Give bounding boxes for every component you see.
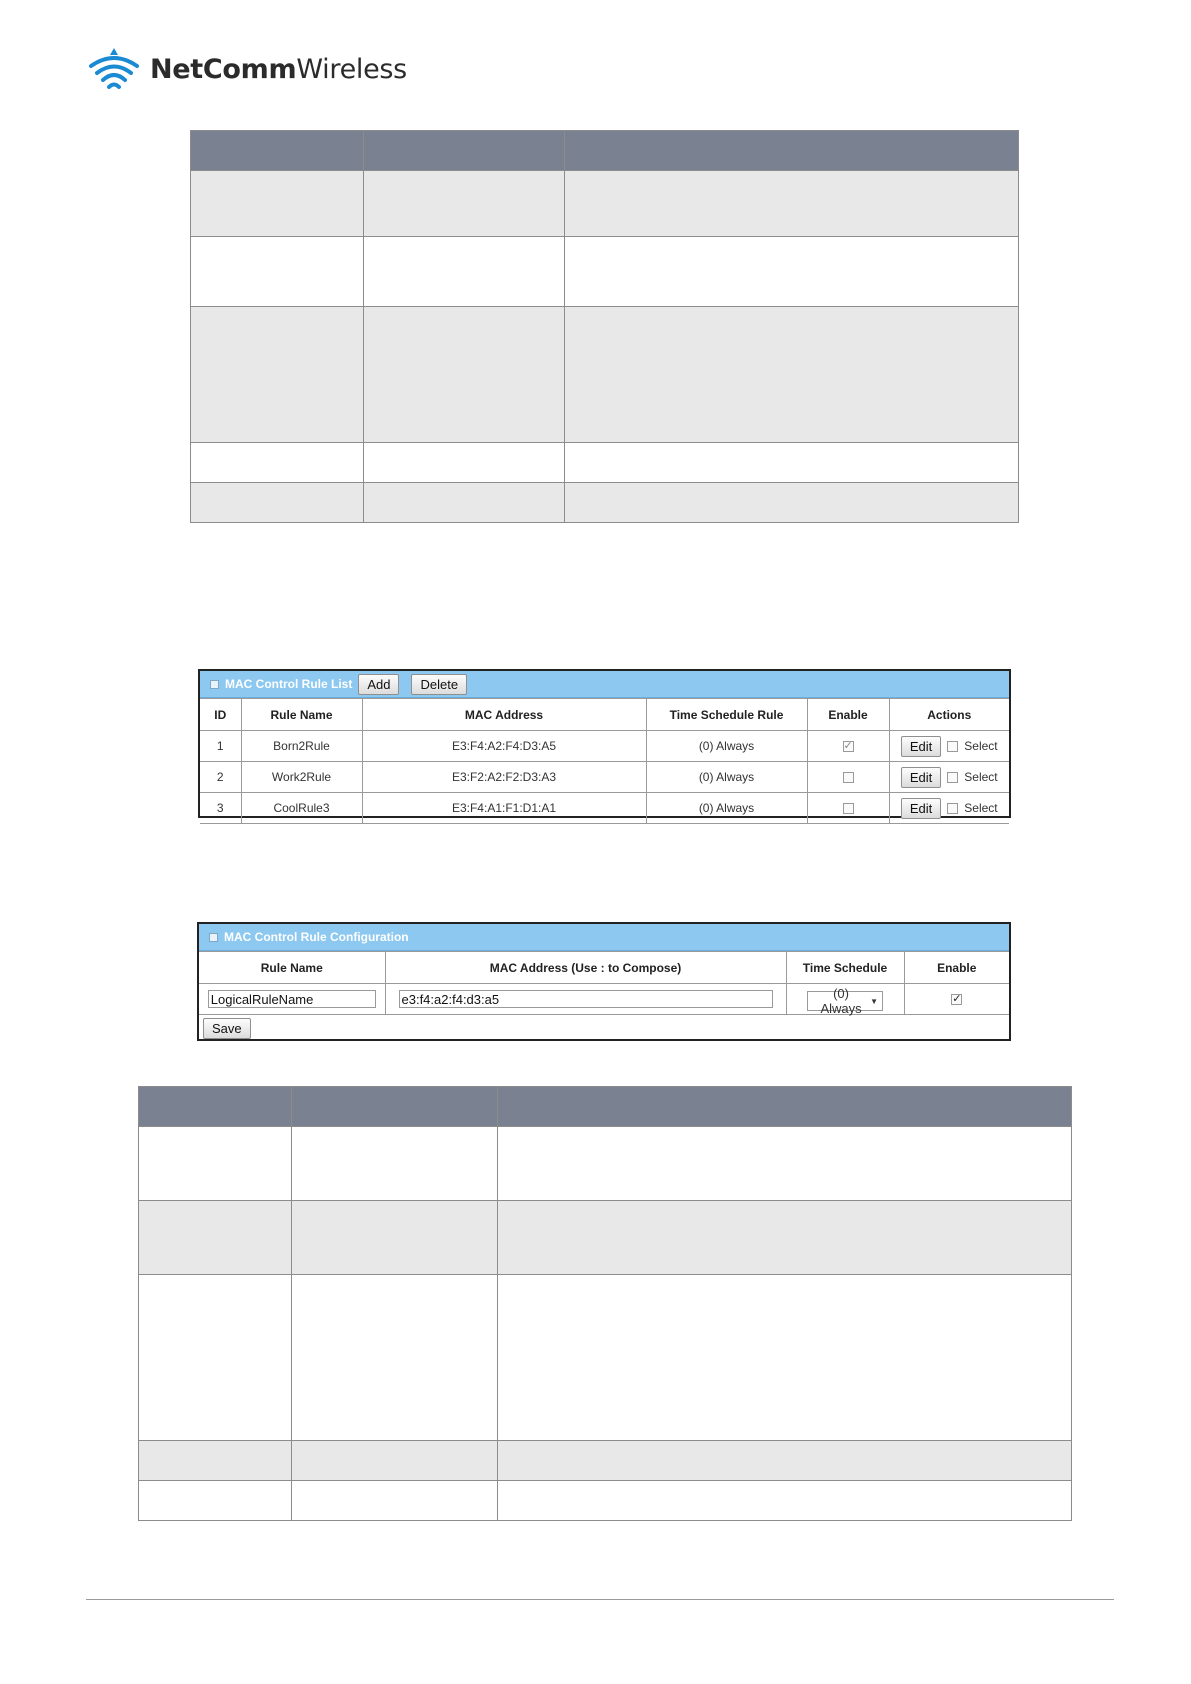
table-row [191, 237, 1019, 307]
rule-mac: E3:F2:A2:F2:D3:A3 [362, 762, 646, 793]
table-row [200, 762, 1009, 793]
column-header-actions: Actions [889, 699, 1009, 731]
table-row [139, 1441, 1072, 1481]
delete-button[interactable]: Delete [411, 674, 467, 695]
table-row [139, 1127, 1072, 1201]
select-label: Select [964, 739, 998, 753]
enable-checkbox[interactable] [843, 772, 854, 783]
add-button[interactable]: Add [358, 674, 399, 695]
table-row [191, 483, 1019, 523]
rule-id: 1 [200, 731, 241, 762]
table-row [191, 443, 1019, 483]
rule-name: Work2Rule [241, 762, 362, 793]
mac-control-rule-list-panel [198, 669, 1011, 818]
select-label: Select [964, 801, 998, 815]
table-header-row [139, 1087, 1072, 1127]
select-checkbox[interactable] [947, 741, 958, 752]
table-row [200, 731, 1009, 762]
column-header-rule-name: Rule Name [241, 699, 362, 731]
logo-brand-regular: Wireless [296, 53, 407, 85]
panel-collapse-icon[interactable] [209, 933, 218, 942]
parameter-table-bottom [138, 1086, 1072, 1521]
parameter-table-top [190, 130, 1019, 523]
table-row [200, 793, 1009, 824]
table-header-row [191, 131, 1019, 171]
rule-schedule: (0) Always [646, 762, 807, 793]
dropdown-arrow-icon: ▼ [870, 996, 878, 1006]
column-header-mac-address: MAC Address [362, 699, 646, 731]
rule-config-table [199, 951, 1009, 1015]
select-checkbox[interactable] [947, 772, 958, 783]
rule-schedule: (0) Always [646, 793, 807, 824]
mac-address-input[interactable] [399, 990, 773, 1008]
mac-control-rule-config-panel [197, 922, 1011, 1041]
rule-list-title: MAC Control Rule List [225, 677, 353, 691]
edit-button[interactable]: Edit [901, 767, 941, 788]
rule-name: Born2Rule [241, 731, 362, 762]
column-header-time-schedule: Time Schedule [786, 952, 904, 984]
rule-config-title: MAC Control Rule Configuration [224, 930, 409, 944]
rule-list-header [200, 671, 1009, 698]
wifi-signal-icon [88, 46, 140, 92]
enable-checkbox[interactable] [843, 803, 854, 814]
column-header-rule-name: Rule Name [199, 952, 385, 984]
enable-checkbox[interactable] [951, 994, 962, 1005]
rule-list-table [200, 698, 1009, 824]
footer-divider [86, 1599, 1114, 1600]
table-row [191, 171, 1019, 237]
select-label: Select [964, 770, 998, 784]
time-schedule-select[interactable] [807, 986, 883, 1016]
rule-mac: E3:F4:A1:F1:D1:A1 [362, 793, 646, 824]
column-header-enable: Enable [904, 952, 1009, 984]
enable-checkbox[interactable] [843, 741, 854, 752]
rule-schedule: (0) Always [646, 731, 807, 762]
rule-name: CoolRule3 [241, 793, 362, 824]
table-row [191, 307, 1019, 443]
table-row [139, 1481, 1072, 1521]
column-header-time-schedule-rule: Time Schedule Rule [646, 699, 807, 731]
select-checkbox[interactable] [947, 803, 958, 814]
logo-brand-bold: NetComm [150, 53, 297, 85]
rule-id: 2 [200, 762, 241, 793]
column-header-mac-address: MAC Address (Use : to Compose) [385, 952, 786, 984]
rule-config-header [199, 924, 1009, 951]
column-header-enable: Enable [807, 699, 889, 731]
edit-button[interactable]: Edit [901, 798, 941, 819]
netcomm-logo [88, 44, 407, 94]
table-row [199, 984, 1009, 1015]
save-button[interactable]: Save [203, 1018, 251, 1039]
table-row [139, 1275, 1072, 1441]
column-header-id: ID [200, 699, 241, 731]
rule-mac: E3:F4:A2:F4:D3:A5 [362, 731, 646, 762]
time-schedule-value: (0) Always [820, 986, 862, 1016]
panel-collapse-icon[interactable] [210, 680, 219, 689]
table-row [139, 1201, 1072, 1275]
edit-button[interactable]: Edit [901, 736, 941, 757]
rule-name-input[interactable] [208, 990, 376, 1008]
rule-id: 3 [200, 793, 241, 824]
